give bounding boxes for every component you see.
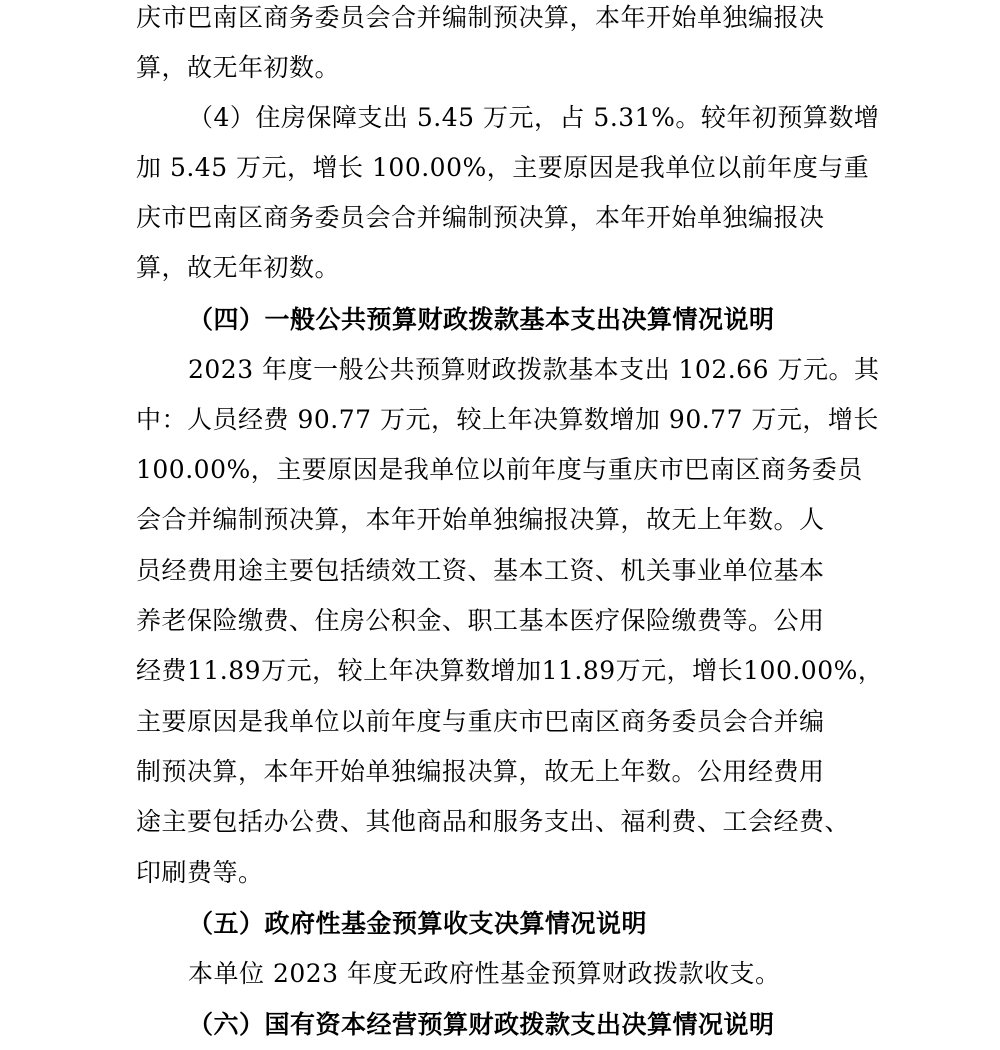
paragraph-line: 本单位 2023 年度无政府性基金预算财政拨款收支。 [188, 959, 781, 988]
paragraph-line: 制预决算，本年开始单独编报决算，故无上年数。公用经费用 [136, 757, 825, 786]
paragraph-line: 庆市巴南区商务委员会合并编制预决算，本年开始单独编报决 [136, 203, 825, 232]
paragraph-line: 算，故无年初数。 [136, 53, 341, 82]
paragraph-line: 中：人员经费 90.77 万元，较上年决算数增加 90.77 万元，增长 [136, 405, 879, 434]
paragraph-line: 员经费用途主要包括绩效工资、基本工资、机关事业单位基本 [136, 556, 825, 585]
paragraph-line: 经费11.89万元，较上年决算数增加11.89万元，增长100.00%， [136, 656, 884, 685]
paragraph-line: 途主要包括办公费、其他商品和服务支出、福利费、工会经费、 [136, 807, 851, 836]
paragraph-line: 主要原因是我单位以前年度与重庆市巴南区商务委员会合并编 [136, 707, 825, 736]
paragraph-line: 会合并编制预决算，本年开始单独编报决算，故无上年数。人 [136, 505, 825, 534]
paragraph-line: 印刷费等。 [136, 858, 264, 887]
paragraph-line: 2023 年度一般公共预算财政拨款基本支出 102.66 万元。其 [188, 355, 880, 384]
paragraph-line: 加 5.45 万元，增长 100.00%，主要原因是我单位以前年度与重 [136, 153, 870, 182]
section-heading: （六）国有资本经营预算财政拨款支出决算情况说明 [188, 1010, 775, 1039]
paragraph-line: 庆市巴南区商务委员会合并编制预决算，本年开始单独编报决 [136, 3, 825, 32]
paragraph-line: 算，故无年初数。 [136, 253, 341, 282]
paragraph-line: 100.00%，主要原因是我单位以前年度与重庆市巴南区商务委员 [136, 455, 863, 484]
paragraph-line: 养老保险缴费、住房公积金、职工基本医疗保险缴费等。公用 [136, 606, 825, 635]
section-heading: （五）政府性基金预算收支决算情况说明 [188, 909, 648, 938]
paragraph-line: （4）住房保障支出 5.45 万元，占 5.31%。较年初预算数增 [188, 103, 880, 132]
section-heading: （四）一般公共预算财政拨款基本支出决算情况说明 [188, 305, 775, 334]
